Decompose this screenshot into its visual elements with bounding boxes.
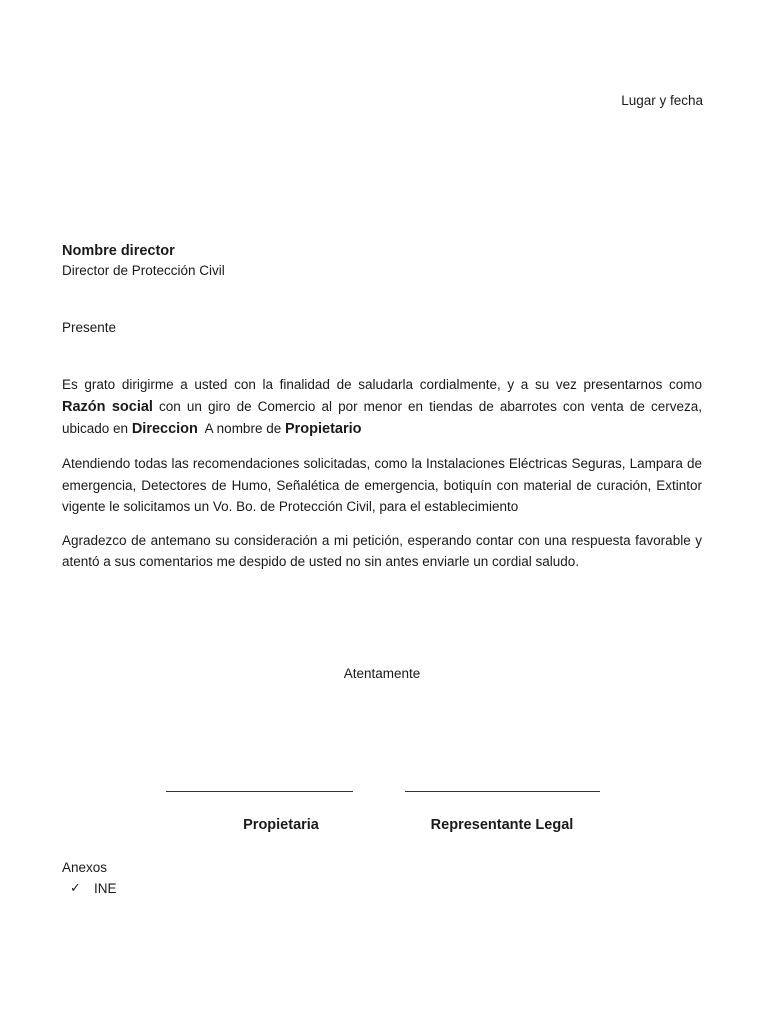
annexes-title: Anexos bbox=[62, 860, 108, 875]
signature-line-left bbox=[166, 791, 353, 792]
closing-text: Atentamente bbox=[343, 666, 421, 681]
place-date: Lugar y fecha bbox=[621, 93, 703, 108]
recipient-name: Nombre director bbox=[62, 243, 175, 259]
greeting: Presente bbox=[62, 320, 117, 335]
body-paragraph-2: Atendiendo todas las recomendaciones solicitadas, como la Instalaciones Eléctricas Seguras, Lampara de emergencia, Detectores de Humo, Señalética de emergencia, botiquín con material de curación, Extintor vigente le solicitamos un Vo. Bo. de Protección Civil, para el establecimiento bbox=[62, 456, 702, 514]
annex-label: INE bbox=[94, 880, 117, 896]
p1-text-3: A nombre de bbox=[197, 421, 285, 436]
check-icon: ✓ bbox=[70, 880, 81, 895]
signature-label-left: Propietaria bbox=[243, 817, 319, 833]
list-item bbox=[70, 879, 117, 897]
p1-text-2: con un giro de Comercio al por menor en tiendas de abarrotes con venta de cerveza, ubicado en bbox=[62, 398, 702, 436]
company-name-field: Razón social bbox=[62, 398, 153, 415]
recipient-title: Director de Protección Civil bbox=[62, 263, 225, 278]
body-paragraph-3: Agradezco de antemano su consideración a mi petición, esperando contar con una respuesta favorable y atentó a sus comentarios me despido de usted no sin antes enviarle un cordial saludo. bbox=[62, 533, 702, 569]
owner-field: Propietario bbox=[284, 421, 362, 437]
signature-label-right: Representante Legal bbox=[430, 817, 574, 833]
p1-text-1: Es grato dirigirme a usted con la finalidad de saludarla cordialmente, y a su vez presentarnos como bbox=[62, 377, 702, 392]
signature-line-right bbox=[405, 791, 600, 792]
annexes-list bbox=[70, 879, 117, 897]
address-field: Direccion bbox=[131, 421, 198, 437]
body-paragraph-1 bbox=[62, 374, 702, 441]
